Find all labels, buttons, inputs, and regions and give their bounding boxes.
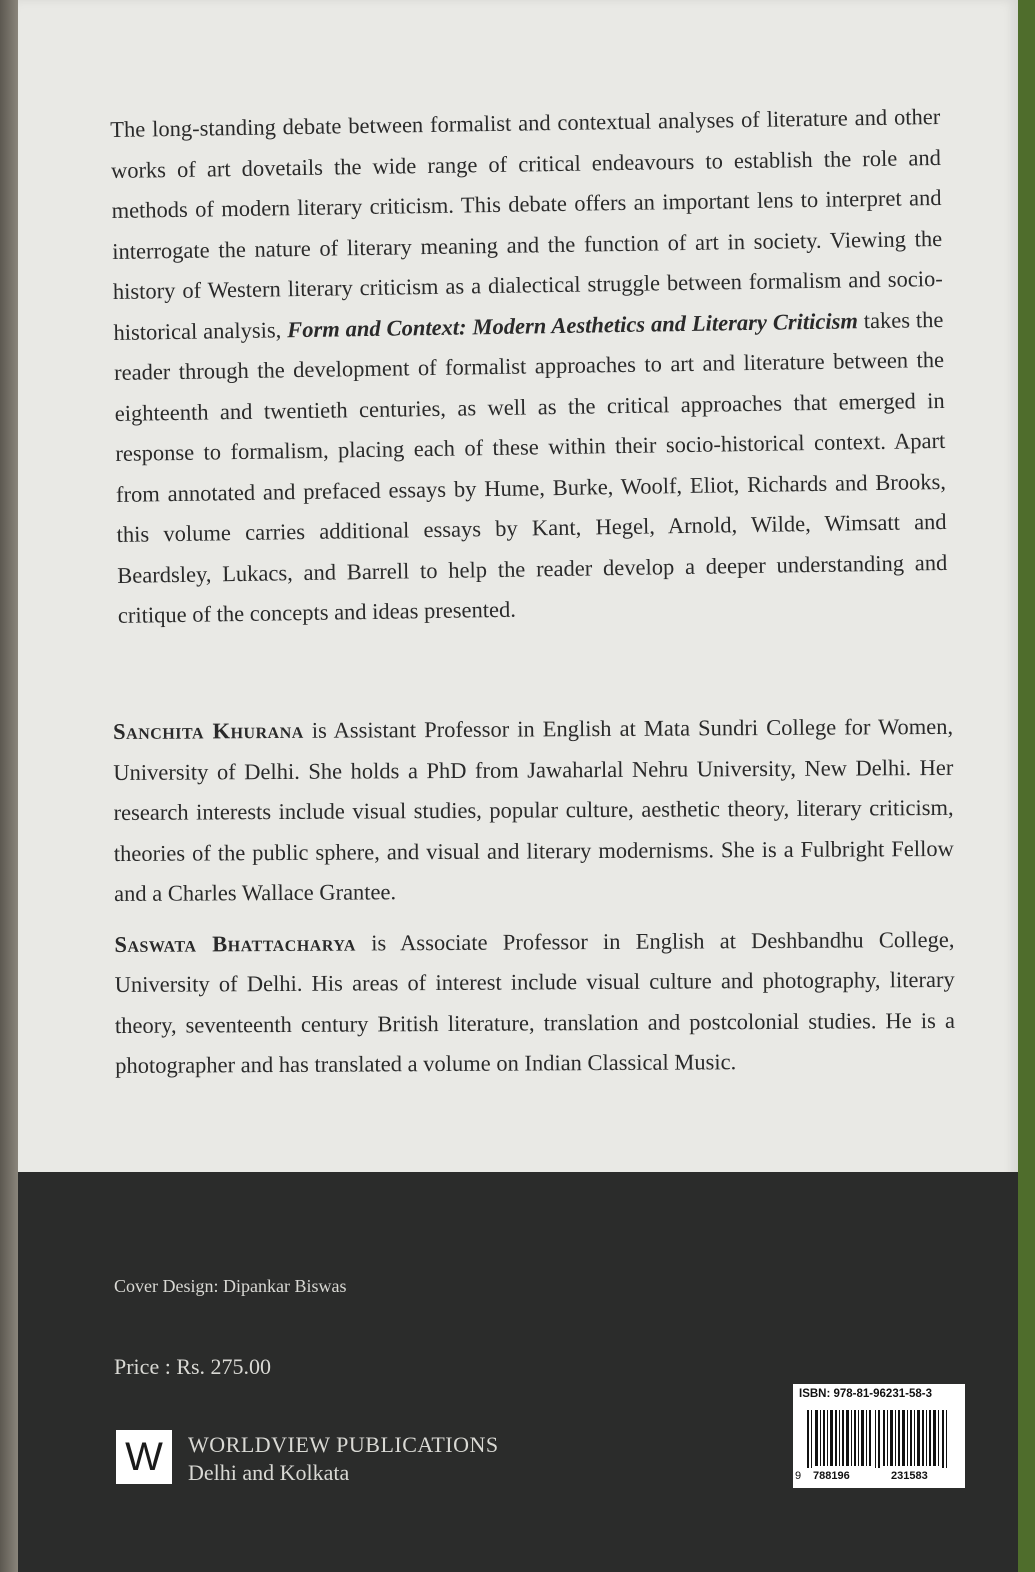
barcode-icon [799, 1410, 959, 1468]
author-bio [114, 919, 955, 1086]
barcode-digits-right: 231583 [891, 1470, 928, 1482]
book-blurb [110, 97, 948, 636]
background-edge [1018, 0, 1035, 1572]
book-title: Form and Context: Modern Aesthetics and Literary Criticism [286, 307, 859, 342]
barcode-digits-left: 788196 [813, 1470, 850, 1482]
author-name: Saswata Bhattacharya [114, 930, 357, 957]
blurb-paragraph [110, 97, 948, 636]
price: Price : Rs. 275.00 [114, 1354, 272, 1379]
barcode-digit-first: 9 [795, 1470, 802, 1482]
publisher-name: WORLDVIEW PUBLICATIONS [188, 1432, 499, 1457]
publisher-logo: W [116, 1430, 172, 1484]
isbn-label: ISBN: 978-81-96231-58-3 [799, 1388, 932, 1400]
author-name: Sanchita Khurana [113, 717, 304, 744]
author-bio-text: is Associate Professor in English at Deshbandhu College, University of Delhi. His areas of interest include visual culture and photography, literary theory, seventeenth century British literature, translation and postcolonial studies. He is a photographer and has translated a volume on Indian Classical Music. [114, 926, 955, 1078]
publisher-city: Delhi and Kolkata [188, 1460, 350, 1485]
author-bios [113, 707, 955, 1097]
author-bio [113, 707, 954, 915]
isbn-barcode-box [793, 1384, 965, 1488]
footer-band [18, 1172, 1018, 1572]
blurb-text-body: takes the reader through the development of formalist approaches to art and literature between the eighteenth and twentieth centuries, as well as the critical approaches that emerged in response to formalism, placing each of these within their socio-historical context. Apart from annotated and prefaced essays by Hume, Burke, Woolf, Eliot, Richards and Brooks, this volume carries additional essays by Kant, Hegel, Arnold, Wilde, Wimsatt and Beardsley, Lukacs, and Barrell to help the reader develop a deeper understanding and critique of the concepts and ideas presented. [113, 306, 948, 628]
book-spine-shadow [0, 0, 18, 1572]
cover-design-credit: Cover Design: Dipankar Biswas [114, 1276, 347, 1296]
blurb-text-intro: The long-standing debate between formalist and contextual analyses of literature and other works of art dovetails the wide range of critical endeavours to establish the role and methods of modern literary criticism. This debate offers an important lens to interpret and interrogate the nature of literary meaning and the function of art in society. Viewing the history of Western literary criticism as a dialectical struggle between formalism and socio-historical analysis, [110, 103, 943, 345]
author-bio-text: is Assistant Professor in English at Mata Sundri College for Women, University of Delhi. She holds a PhD from Jawaharlal Nehru University, New Delhi. Her research interests include visual studies, popular culture, aesthetic theory, literary criticism, theories of the public sphere, and visual and literary modernisms. She is a Fulbright Fellow and a Charles Wallace Grantee. [113, 713, 954, 906]
